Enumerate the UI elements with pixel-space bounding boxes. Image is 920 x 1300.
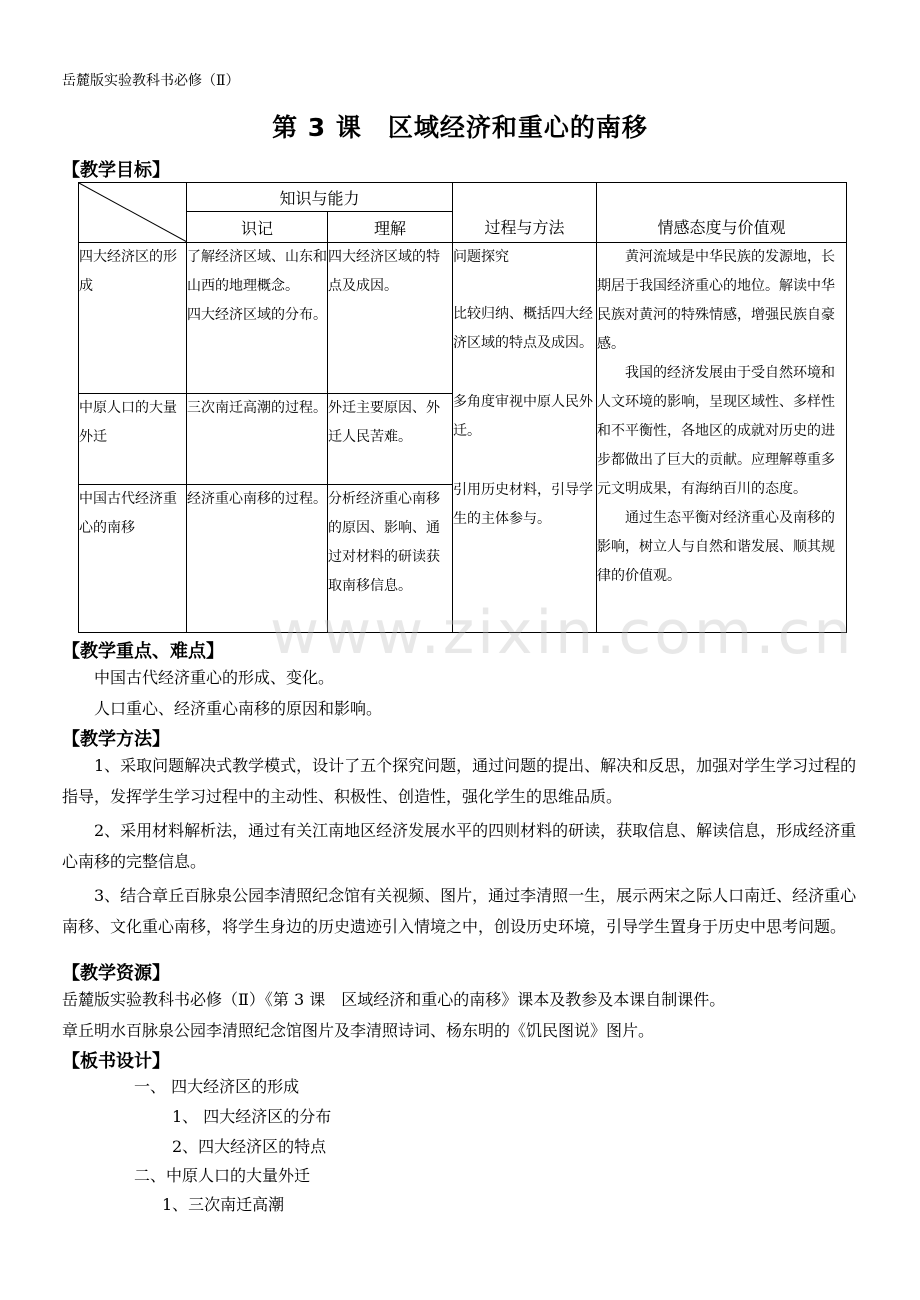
process-cell (453, 243, 597, 633)
board-line: 1、三次南迁高潮 (162, 1195, 285, 1214)
process-text: 问题探究 (453, 249, 510, 265)
method-item: 3、结合章丘百脉泉公园李清照纪念馆有关视频、图片，通过李清照一生，展示两宋之际人口南迁、经济重心南移、文化重心南移，将学生身边的历史遗迹引入情境之中，创设历史环境，引导学生置身于历史中思考问题。 (62, 886, 857, 936)
header-recall: 识记 (187, 212, 328, 243)
process-text: 比较归纳、概括四大经济区域的特点及成因。 (453, 306, 594, 351)
diagonal-header-cell (79, 183, 187, 243)
emotion-text: 黄河流域是中华民族的发源地，长期居于我国经济重心的地位。解读中华民族对黄河的特殊情感，增强民族自豪感。 (597, 249, 836, 352)
section-heading-resources: 【教学资源】 (62, 963, 170, 984)
header-emotion: 情感态度与价值观 (597, 183, 847, 243)
understand-text: 四大经济区域的特点及成因。 (328, 249, 440, 294)
header-knowledge: 知识与能力 (187, 183, 453, 212)
header-understand: 理解 (328, 212, 453, 243)
recall-text: 经济重心南移的过程。 (187, 491, 327, 507)
page-title: 第 3 课 区域经济和重心的南移 (272, 113, 648, 142)
section-heading-board: 【板书设计】 (62, 1051, 170, 1072)
method-item: 1、采取问题解决式教学模式，设计了五个探究问题，通过问题的提出、解决和反思，加强对学生学习过程的指导，发挥学生学习过程中的主动性、积极性、创造性，强化学生的思维品质。 (62, 756, 857, 806)
resource-line: 岳麓版实验教科书必修（Ⅱ）《第 3 课 区域经济和重心的南移》课本及教参及本课自制课件。 (62, 990, 726, 1009)
recall-text: 了解经济区域、山东和山西的地理概念。 (187, 249, 327, 294)
row-understand (328, 394, 453, 485)
recall-text: 三次南迁高潮的过程。 (187, 400, 327, 416)
row-topic (79, 243, 187, 394)
method-item: 2、采用材料解析法，通过有关江南地区经济发展水平的四则材料的研读，获取信息、解读信息，形成经济重心南移的完整信息。 (62, 821, 857, 871)
emotion-text: 通过生态平衡对经济重心及南移的影响，树立人与自然和谐发展、顺其规律的价值观。 (597, 510, 836, 584)
topic-text: 中原人口的大量外迁 (79, 400, 177, 445)
emotion-text: 我国的经济发展由于受自然环境和人文环境的影响，呈现区域性、多样性和不平衡性，各地区的成就对历史的进步都做出了巨大的贡献。应理解尊重多元文明成果，有海纳百川的态度。 (597, 365, 836, 497)
process-text: 多角度审视中原人民外迁。 (453, 394, 594, 439)
board-line: 1、 四大经济区的分布 (172, 1107, 332, 1126)
row-recall (187, 394, 328, 485)
keypoint-line: 人口重心、经济重心南移的原因和影响。 (94, 699, 383, 718)
row-topic (79, 485, 187, 633)
row-understand (328, 243, 453, 394)
resources-body (62, 984, 862, 1046)
section-heading-methods: 【教学方法】 (62, 729, 170, 750)
process-text: 引用历史材料，引导学生的主体参与。 (453, 482, 594, 527)
diagonal-line (79, 183, 187, 242)
section-heading-keypoints: 【教学重点、难点】 (62, 641, 224, 662)
board-line: 二、中原人口的大量外迁 (134, 1166, 311, 1185)
board-line: 2、四大经济区的特点 (172, 1137, 327, 1156)
header-process: 过程与方法 (453, 183, 597, 243)
topic-text: 四大经济区的形成 (79, 249, 177, 294)
keypoint-line: 中国古代经济重心的形成、变化。 (94, 668, 335, 687)
row-topic (79, 394, 187, 485)
recall-text: 四大经济区域的分布。 (187, 307, 327, 323)
resource-line: 章丘明水百脉泉公园李清照纪念馆图片及李清照诗词、杨东明的《饥民图说》图片。 (62, 1021, 655, 1040)
section-heading-goals: 【教学目标】 (62, 160, 170, 181)
understand-text: 分析经济重心南移的原因、影响、通过对材料的研读获取南移信息。 (328, 491, 440, 594)
understand-text: 外迁主要原因、外迁人民苦难。 (328, 400, 440, 445)
header-line: 岳麓版实验教科书必修（Ⅱ） (62, 73, 240, 89)
goals-table (78, 182, 847, 633)
emotion-cell (597, 243, 847, 633)
watermark: www.zixin.com.cn (270, 598, 855, 668)
topic-text: 中国古代经济重心的南移 (79, 491, 177, 536)
keypoints-body (62, 662, 862, 724)
methods-body (62, 750, 862, 942)
row-recall (187, 243, 328, 394)
board-line: 一、 四大经济区的形成 (134, 1077, 300, 1096)
